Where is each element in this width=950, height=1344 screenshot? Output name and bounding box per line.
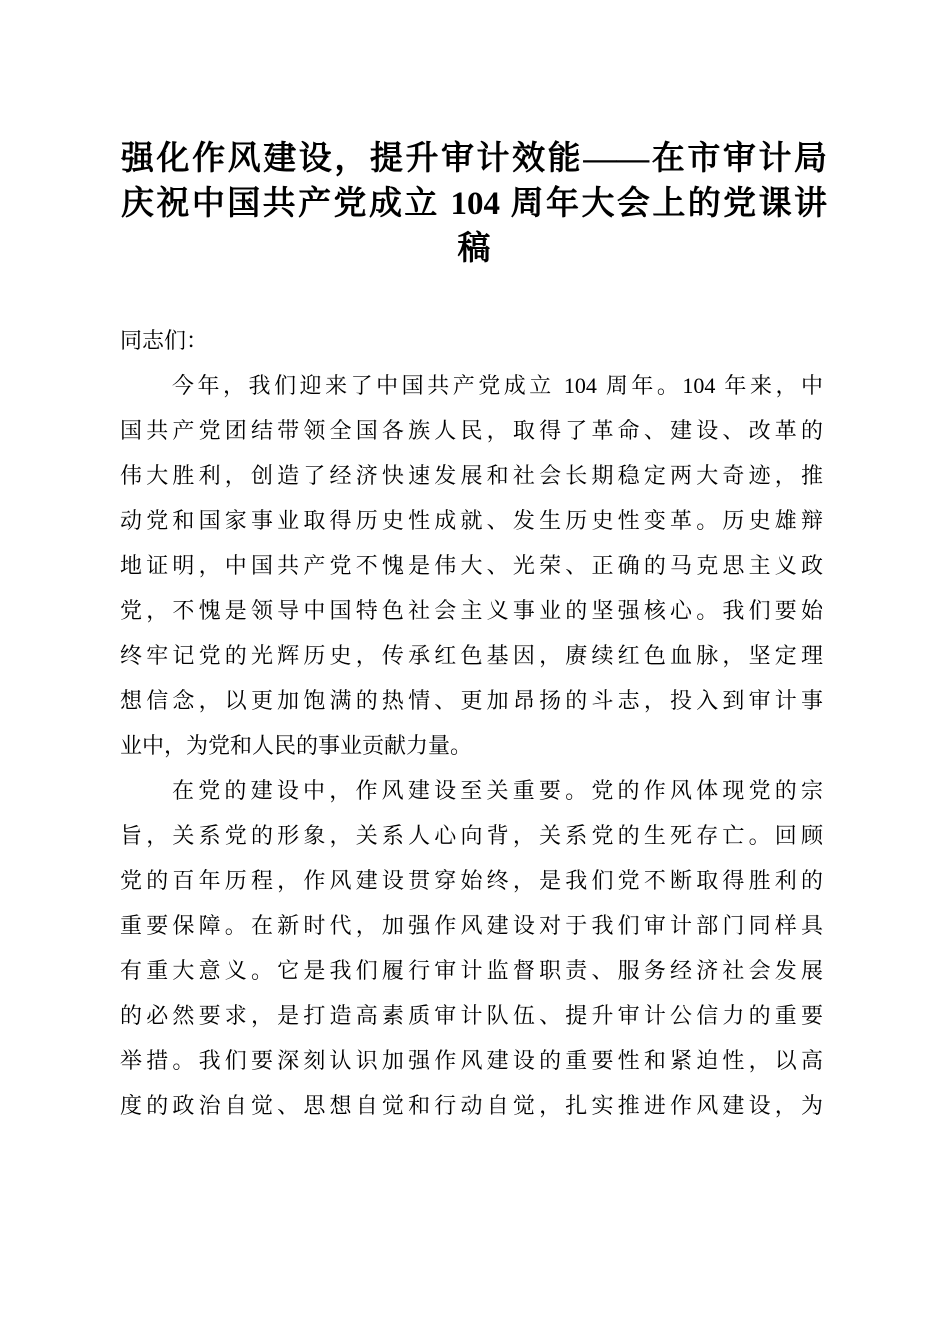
paragraph-line: 地证明，中国共产党不愧是伟大、光荣、正确的马克思主义政 [120, 553, 823, 578]
paragraph-line: 举措。我们要深刻认识加强作风建设的重要性和紧迫性，以高 [120, 1048, 823, 1073]
paragraph-line: 伟大胜利，创造了经济快速发展和社会长期稳定两大奇迹，推 [120, 463, 823, 488]
paragraph-line: 党的百年历程，作风建设贯穿始终，是我们党不断取得胜利的 [120, 868, 823, 893]
document-title [121, 137, 827, 272]
paragraph-line: 重要保障。在新时代，加强作风建设对于我们审计部门同样具 [120, 913, 823, 938]
paragraph-line: 国共产党团结带领全国各族人民，取得了革命、建设、改革的 [120, 418, 823, 443]
body-paragraph [120, 768, 823, 1128]
paragraph-line: 的必然要求，是打造高素质审计队伍、提升审计公信力的重要 [120, 1003, 823, 1028]
paragraph-line: 度的政治自觉、思想自觉和行动自觉，扎实推进作风建设，为 [120, 1093, 823, 1118]
paragraph-line: 有重大意义。它是我们履行审计监督职责、服务经济社会发展 [120, 958, 823, 983]
title-line: 稿 [457, 231, 491, 267]
paragraph-line: 党，不愧是领导中国特色社会主义事业的坚强核心。我们要始 [120, 598, 823, 623]
salutation: 同志们： [120, 328, 209, 353]
paragraph-line: 终牢记党的光辉历史，传承红色基因，赓续红色血脉，坚定理 [120, 643, 823, 668]
body-paragraph [120, 363, 823, 768]
title-line: 庆祝中国共产党成立 104 周年大会上的党课讲 [121, 186, 827, 222]
title-line: 强化作风建设，提升审计效能——在市审计局 [121, 141, 827, 177]
paragraph-line: 业中，为党和人民的事业贡献力量。 [120, 733, 473, 758]
paragraph-line: 旨，关系党的形象，关系人心向背，关系党的生死存亡。回顾 [120, 823, 823, 848]
paragraph-list [120, 363, 823, 1128]
paragraph-line: 在党的建设中，作风建设至关重要。党的作风体现党的宗 [172, 778, 823, 803]
paragraph-line: 今年，我们迎来了中国共产党成立 104 周年。104 年来，中 [172, 373, 823, 398]
paragraph-line: 想信念，以更加饱满的热情、更加昂扬的斗志，投入到审计事 [120, 688, 823, 713]
paragraph-line: 动党和国家事业取得历史性成就、发生历史性变革。历史雄辩 [120, 508, 823, 533]
document-body [120, 318, 823, 1128]
